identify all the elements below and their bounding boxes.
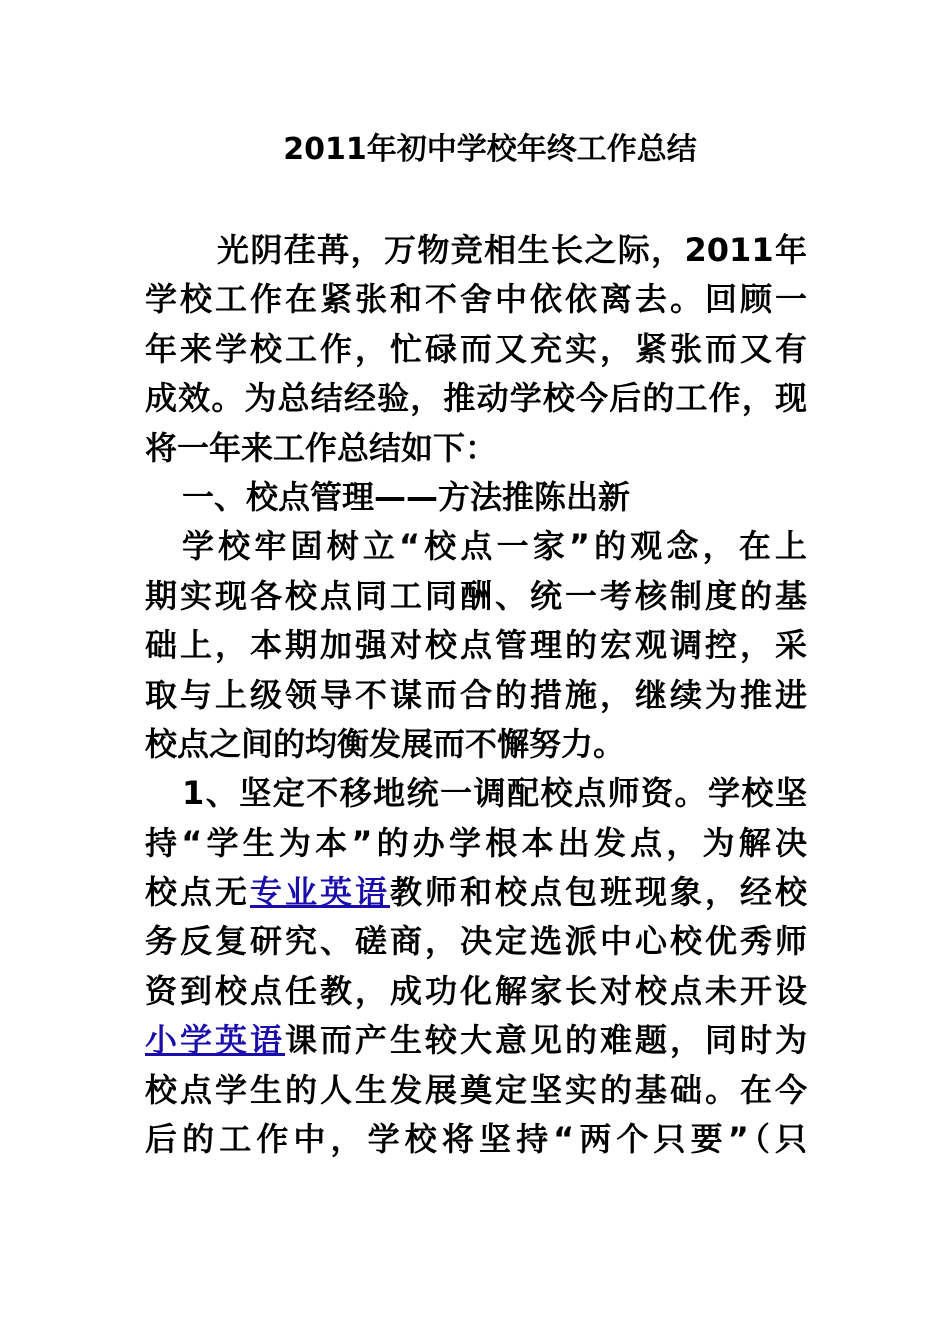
paragraph-line-with-link [145, 868, 807, 917]
line-text-after: 教师和校点包班现象，经校 [390, 873, 807, 912]
paragraph-line: 务反复研究、磋商，决定选派中心校优秀师 [145, 922, 807, 961]
line-text-before: 校点无 [145, 873, 250, 912]
document-title: 2011年初中学校年终工作总结 [283, 132, 697, 167]
paragraph-line: 础上，本期加强对校点管理的宏观调控，采 [145, 626, 807, 665]
document-body [145, 226, 807, 1164]
professional-english-link[interactable]: 专业英语 [250, 873, 390, 912]
paragraph-line: 后的工作中，学校将坚持“两个只要”（只 [145, 1120, 807, 1159]
section-heading: 一、校点管理——方法推陈出新 [182, 477, 631, 516]
paragraph-line-with-link [145, 1016, 807, 1065]
paragraph-line: 将一年来工作总结如下： [145, 428, 498, 467]
paragraph-line: 光阴荏苒，万物竞相生长之际，2011年 [217, 231, 807, 269]
paragraph-line: 成效。为总结经验，推动学校今后的工作，现 [145, 379, 807, 418]
paragraph-line: 资到校点任教，成功化解家长对校点未开设 [145, 971, 807, 1010]
paragraph-line: 1、坚定不移地统一调配校点师资。学校坚 [182, 774, 807, 813]
paragraph-line: 持“学生为本”的办学根本出发点，为解决 [145, 823, 807, 862]
primary-english-link[interactable]: 小学英语 [145, 1021, 285, 1060]
paragraph-line: 校点学生的人生发展奠定坚实的基础。在今 [145, 1070, 807, 1109]
paragraph-line: 学校牢固树立“校点一家”的观念，在上 [182, 527, 807, 566]
paragraph-line: 校点之间的均衡发展而不懈努力。 [145, 724, 626, 763]
paragraph-line: 期实现各校点同工同酬、统一考核制度的基 [145, 576, 807, 615]
paragraph-line: 学校工作在紧张和不舍中依依离去。回顾一 [145, 280, 807, 319]
line-text-after: 课而产生较大意见的难题，同时为 [285, 1021, 807, 1060]
paragraph-line: 取与上级领导不谋而合的措施，继续为推进 [145, 675, 807, 714]
paragraph-line: 年来学校工作，忙碌而又充实，紧张而又有 [145, 329, 807, 368]
